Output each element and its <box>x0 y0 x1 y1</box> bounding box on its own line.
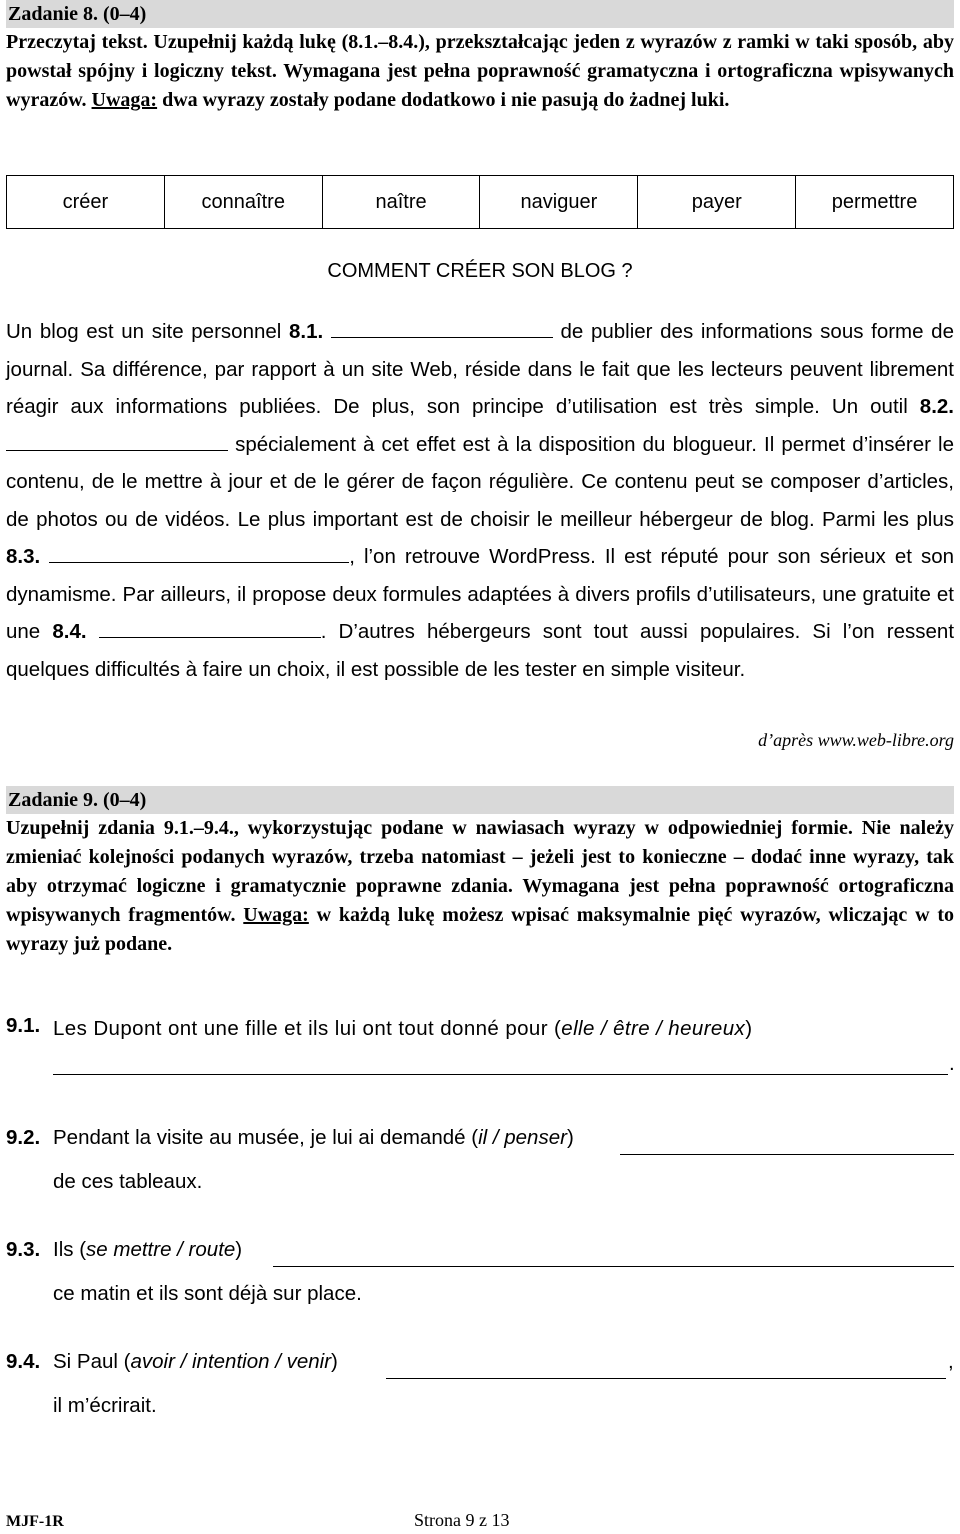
sentence-end: . <box>949 1052 955 1075</box>
gap-text <box>6 313 954 688</box>
sentence-end: il m’écrirait. <box>53 1394 157 1417</box>
gap-8-4[interactable] <box>99 615 321 638</box>
sentence-comma: , <box>948 1350 954 1373</box>
word-cell: payer <box>638 176 796 228</box>
task-8-note-label: Uwaga: <box>91 89 158 111</box>
task-9-note-label: Uwaga: <box>243 904 309 926</box>
exercise-number: 9.3. <box>6 1238 41 1261</box>
exercise-sentence <box>53 1350 954 1374</box>
source-citation: d’après www.web-libre.org <box>758 730 954 750</box>
gap-number: 8.1. <box>288 320 324 343</box>
exercise-number: 9.1. <box>6 1014 41 1037</box>
exam-code: MJF-1R <box>6 1513 64 1530</box>
exercise-number: 9.2. <box>6 1126 41 1149</box>
word-cell: créer <box>7 176 165 228</box>
gap-8-1[interactable] <box>331 315 553 338</box>
task-9-instruction <box>6 814 954 959</box>
exercise-sentence <box>53 1126 954 1150</box>
sentence-start: Si Paul ( <box>53 1350 131 1373</box>
gap-number: 8.2. <box>919 395 954 418</box>
exercise-sentence <box>53 1238 954 1262</box>
task-8-instruction <box>6 28 954 115</box>
word-cell: permettre <box>831 190 918 213</box>
bracket-close: ) <box>566 1126 574 1149</box>
bracket-close: ) <box>235 1238 243 1261</box>
text-title: COMMENT CRÉER SON BLOG ? <box>327 260 633 282</box>
task-8-instruction-text: Przeczytaj tekst. Uzupełnij każdą lukę (8.1.–8.4.), przekształcając jeden z wyrazów z ramki w taki sposób, aby powstał spójny i logiczny tekst. Wymagana jest pełna poprawność gramatyczna i ortograficzna wpisywanych wyrazów. <box>6 31 954 111</box>
gap-8-3[interactable] <box>49 540 349 563</box>
sentence-start: Pendant la visite au musée, je lui ai demandé ( <box>53 1126 479 1149</box>
answer-line-9-4[interactable] <box>386 1378 946 1379</box>
gap-number: 8.4. <box>52 620 87 643</box>
hint-words: se mettre / route <box>86 1238 236 1261</box>
word-cell: connaître <box>165 176 323 228</box>
gap-8-2[interactable] <box>6 428 228 451</box>
task-9-header: Zadanie 9. (0–4) <box>6 786 954 814</box>
answer-line-9-1[interactable] <box>53 1074 948 1075</box>
sentence-start: Ils ( <box>53 1238 87 1261</box>
sentence-end: de ces tableaux. <box>53 1170 203 1193</box>
hint-words: elle / être / heureux <box>561 1017 746 1040</box>
text-fragment: , l’on retrouve WordPress. Il est réputé pour son sérieux et son dynamisme. Par ailleurs, il propose deux formules adaptées à divers profils d’utilisateurs, une gratuite et une <box>6 545 954 643</box>
sentence-end: ce matin et ils sont déjà sur place. <box>53 1282 362 1305</box>
task-9-note-text: w każdą lukę możesz wpisać maksymalnie pięć wyrazów, wliczając w to wyrazy już podane. <box>6 904 955 955</box>
task-8-note-text: dwa wyrazy zostały podane dodatkowo i nie pasują do żadnej luki. <box>157 89 730 111</box>
task-9 <box>6 786 954 959</box>
answer-line-9-2[interactable] <box>620 1154 954 1155</box>
word-box <box>6 175 954 229</box>
word-cell: naître <box>323 176 481 228</box>
bracket-close: ) <box>745 1017 753 1040</box>
sentence-start: Les Dupont ont une fille et ils lui ont tout donné pour ( <box>53 1017 562 1040</box>
text-fragment: spécialement à cet effet est à la disposition du blogueur. Il permet d’insérer le contenu, de le mettre à jour et de le gérer de façon régulière. Ce contenu peut se composer d’articles, de photos ou de vidéos. Le plus important est de choisir le meilleur hébergeur de blog. Parmi les plus <box>6 432 954 531</box>
task-9-instruction-text: Uzupełnij zdania 9.1.–9.4., wykorzystując podane w nawiasach wyrazy w odpowiedniej formie. Nie należy zmieniać kolejności podanych wyrazów, trzeba natomiast – jeżeli jest to konieczne – dodać inne wyrazy, tak aby otrzymać logiczne i gramatycznie poprawne zdania. Wymagana jest pełna poprawność ortograficzna wpisywanych fragmentów. <box>6 817 954 926</box>
text-fragment: de publier des informations sous forme de journal. Sa différence, par rapport à un site Web, réside dans le fait que les lecteurs peuvent librement réagir aux informations publiées. De plus, son principe d’utilisation est très simple. Un outil <box>6 320 954 418</box>
answer-line-9-3[interactable] <box>273 1266 954 1267</box>
text-fragment: . D’autres hébergeurs sont tout aussi populaires. Si l’on ressent quelques difficultés à faire un choix, il est possible de les tester en simple visiteur. <box>6 620 955 681</box>
exam-page <box>6 0 955 1530</box>
page-number: Strona 9 z 13 <box>414 1510 510 1530</box>
word-cell: naviguer <box>480 176 638 228</box>
hint-words: avoir / intention / venir <box>130 1350 332 1373</box>
task-8-header: Zadanie 8. (0–4) <box>6 0 954 28</box>
text-fragment: Un blog est un site personnel <box>6 320 289 343</box>
exercise-sentence <box>53 1014 954 1044</box>
exercise-number: 9.4. <box>6 1350 41 1373</box>
hint-words: il / penser <box>478 1126 567 1149</box>
bracket-close: ) <box>331 1350 338 1373</box>
gap-number: 8.3. <box>6 545 41 568</box>
